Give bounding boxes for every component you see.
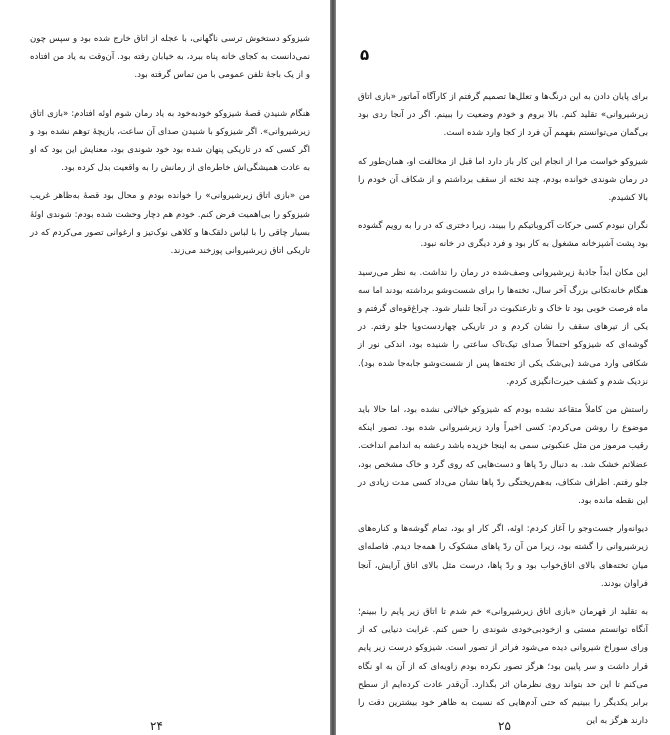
page-number: ۲۵ [498,719,511,733]
paragraph: نگران نبودم کسی حرکات آکروباتیکم را ببیند، زیرا دختری که در را به رویم گشوده بود پشت آشپزخانه مشغول به کار بود و فرد دیگری در خانه نبود. [358,221,648,250]
page-number: ۲۴ [150,719,163,733]
right-page [336,0,670,735]
paragraph: این مکان ابداً جاذبهٔ زیرشیروانی وصف‌شده در رمان را نداشت. به نظر می‌رسید هنگام خانه‌تکانی بزرگ آخر سال، تخته‌ها را برای شست‌وشو برداشته بودند اما سه ماه فرصت خوبی بود تا خاک و تارعنکبوت در آنجا تلنبار شود. چراغ‌قوه‌ای گرفتم و یکی از تیرهای سقف را نشان کردم و در تاریکی چهاردست‌وپا جلو رفتم. در گوشه‌ای که شیزوکو احتمالاً صدای تیک‌تاک ساعتی را شنیده بود، اندکی نور از شکافی وارد می‌شد (بی‌شک یکی از تخته‌ها پس از شست‌وشو جابه‌جا شده بود). نزدیک شدم و کشف حیرت‌انگیزی کردم. [358,267,648,387]
right-page-body [358,88,648,735]
paragraph: برای پایان دادن به این درنگ‌ها و تعلل‌ها تصمیم گرفتم از کارآگاه آماتور «بازی اتاق زیرشیروانی» تقلید کنم. بالا بروم و خودم وضعیت را ببینم. اگر در آنجا ردی بود بی‌گمان می‌توانستم بفهمم آن فرد از کجا وارد شده است. [358,92,648,139]
paragraph: به تقلید از قهرمان «بازی اتاق زیرشیروانی» خم شدم تا اتاق زیر پایم را ببینم؛ آنگاه توانستم مستی و ازخودبی‌خودی شوندی را حس کنم. غرابت دنیایی که از ورای سوراخ شیروانی دیده می‌شود فراتر از تصور است. شیزوکو درست زیر پایم قرار داشت و سر پایین بود؛ هرگز تصور نکرده بودم زاویه‌ای که از آن به او نگاه می‌کنم تا این حد بتواند روی نظرمان اثر بگذارد. آن‌قدر عادت کرده‌ایم از سطح برابر یکدیگر را ببینیم که حتی آدم‌هایی که نسبت به ظاهر خود بیشترین دقت را دارند هرگز به این [358,607,648,727]
left-page [0,0,330,735]
paragraph: من «بازی اتاق زیرشیروانی» را خوانده بودم و محال بود قصهٔ به‌ظاهر غریب شیزوکو را بی‌اهمیت فرض کنم. خودم هم دچار وحشت شده بودم: شوندی اوئهٔ بسیار چاقی را با لباس دلقک‌ها و کلاهی نوک‌تیز و ارغوانی تصور می‌کردم که در تاریکی اتاق زیرشیروانی پوزخند می‌زند. [30,191,310,257]
paragraph: راستش من کاملاً متقاعد نشده بودم که شیزوکو خیالاتی نشده بود، اما حالا باید موضوع را روشن می‌کردم: کسی اخیراً وارد زیرشیروانی شده بود. تصور اینکه رقیب مرموز من مثل عنکبوتی سمی به اینجا خزیده باشد رعشه به اندامم انداخت. عضلاتم خشک شد. به دنبال ردّ پاها و دست‌هایی که روی گرد و خاک مشخص بود، جلو رفتم. اطراف شکاف، به‌هم‌ریختگی ردّ پاها نشان می‌داد کسی مدت زیادی در این نقطه مانده بود. [357,405,648,507]
paragraph: شیزوکو خواست مرا از انجام این کار باز دارد اما قبل از مخالفت او، همان‌طور که در رمان شوندی خوانده بودم، چند تخته از سقف برداشتم و از شکاف آن خودم را بالا کشیدم. [358,156,648,204]
paragraph: شیزوکو دستخوش ترسی ناگهانی، با عجله از اتاق خارج شده بود و سپس چون نمی‌دانست به کجای خانه پناه ببرد، به خیابان رفته بود. آن‌وقت به یاد من افتاده و از یک باجهٔ تلفن عمومی با من تماس گرفته بود. [30,34,310,81]
paragraph: دیوانه‌وار جست‌وجو را آغاز کردم: اوئه، اگر کار او بود، تمام گوشه‌ها و کناره‌های زیرشیروانی را گشته بود، زیرا من آن ردّ پاهای مشکوک را همه‌جا دیدم. فاصله‌ای میان تخته‌های بالای اتاق‌خواب بود و ردّ پاها، درست مثل بالای اتاق آرایش، آنجا فراوان بودند. [358,524,648,589]
chapter-number: ۵ [360,46,370,64]
left-page-body [30,30,310,270]
paragraph: هنگام شنیدن قصهٔ شیزوکو خودبه‌خود به یاد رمان شوم اوئه افتادم: «بازی اتاق زیرشیروانی». اگر شیزوکو با شنیدن صدای آن ساعت، بازیچهٔ توهم نشده بود و اگر کسی که در تاریکی پنهان شده بود خود شوندی بود، معنایش این بود که او به عادت همیشگی‌اش خاطره‌ای از رمانش را به واقعیت بدل کرده بود. [30,108,310,174]
